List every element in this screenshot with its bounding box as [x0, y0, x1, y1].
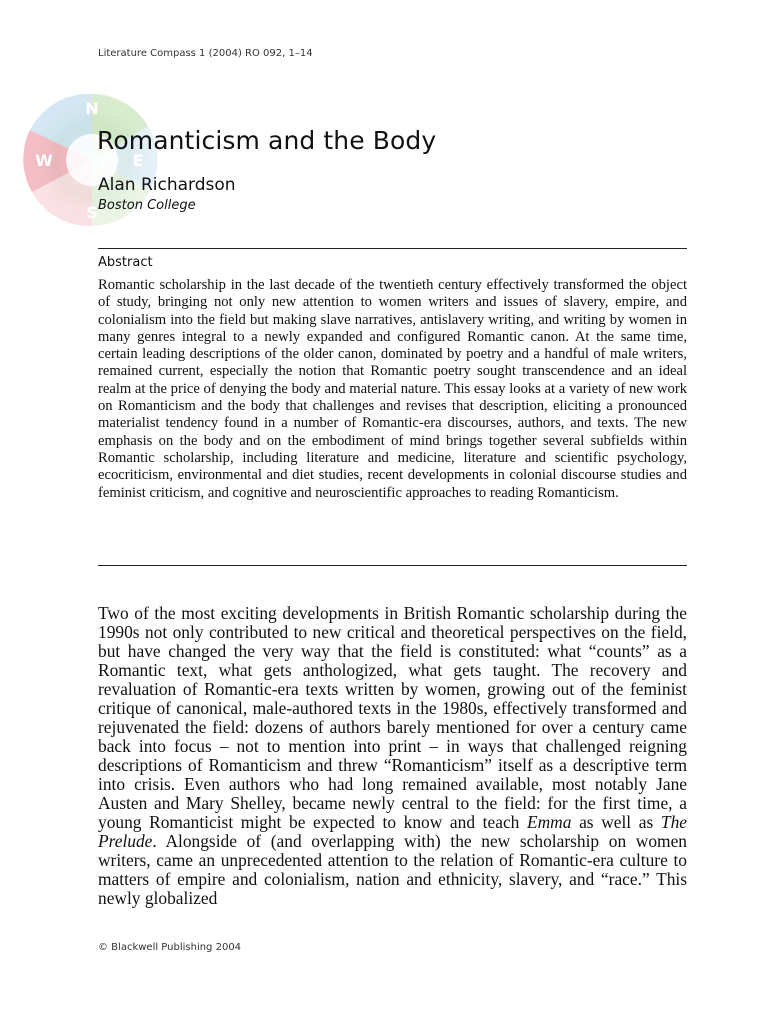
body-text-segment: . Alongside of (and overlapping with) the new scholarship on women writers, came an unprecedented attention to the relation of Romantic-era culture to matters of empire and colonialism, nation and ethnicity, slavery, and “race.” This newly globalized	[98, 831, 687, 908]
svg-text:S: S	[86, 203, 98, 222]
svg-text:W: W	[35, 151, 53, 170]
abstract-heading: Abstract	[98, 255, 153, 270]
svg-text:E: E	[132, 151, 144, 170]
author-affiliation: Boston College	[98, 198, 196, 213]
svg-text:N: N	[85, 99, 99, 118]
copyright-notice: © Blackwell Publishing 2004	[98, 942, 242, 953]
title-the-prelude: The Prelude	[98, 812, 687, 851]
body-paragraph	[98, 604, 687, 908]
abstract-bottom-rule	[98, 565, 687, 566]
abstract-top-rule	[98, 248, 687, 249]
abstract-text: Romantic scholarship in the last decade of the twentieth century effectively transformed the object of study, bringing not only new attention to women writers and issues of slavery, empire, and colonialism into the field but making slave narratives, antislavery writing, and writing by women in many genres integral to a newly expanded and configured Romantic canon. At the same time, certain leading descriptions of the older canon, dominated by poetry and a handful of male writers, remained current, especially the notion that Romantic poetry sought transcendence and an ideal realm at the price of denying the body and material nature. This essay looks at a variety of new work on Romanticism and the body that challenges and revises that description, eliciting a pronounced materialist tendency found in a number of Romantic-era discourses, authors, and texts. The new emphasis on the body and on the embodiment of mind brings together several subfields within Romantic scholarship, including literature and medicine, literature and scientific psychology, ecocriticism, environmental and diet studies, recent developments in colonial discourse studies and feminist criticism, and cognitive and neuroscientific approaches to reading Romanticism.	[98, 277, 687, 501]
body-text-segment: as well as	[571, 812, 661, 832]
article-title: Romanticism and the Body	[97, 126, 437, 155]
author-name: Alan Richardson	[98, 175, 236, 195]
journal-citation: Literature Compass 1 (2004) RO 092, 1–14	[98, 48, 313, 59]
body-text-segment: Two of the most exciting developments in British Romantic scholarship during the 1990s not only contributed to new critical and theoretical perspectives on the field, but have changed the very way that the field is constituted: what “counts” as a Romantic text, what gets anthologized, what gets taught. The recovery and revaluation of Romantic-era texts written by women, growing out of the feminist critique of canonical, male-authored texts in the 1980s, effectively transformed and rejuvenated the field: dozens of authors barely mentioned for over a century came back into focus – not to mention into print – in ways that challenged reigning descriptions of Romanticism and threw “Romanticism” itself as a descriptive term into crisis. Even authors who had long remained available, most notably Jane Austen and Mary Shelley, became newly central to the field: for the first time, a young Romanticist might be expected to know and teach	[98, 603, 687, 832]
title-emma: Emma	[527, 812, 572, 832]
